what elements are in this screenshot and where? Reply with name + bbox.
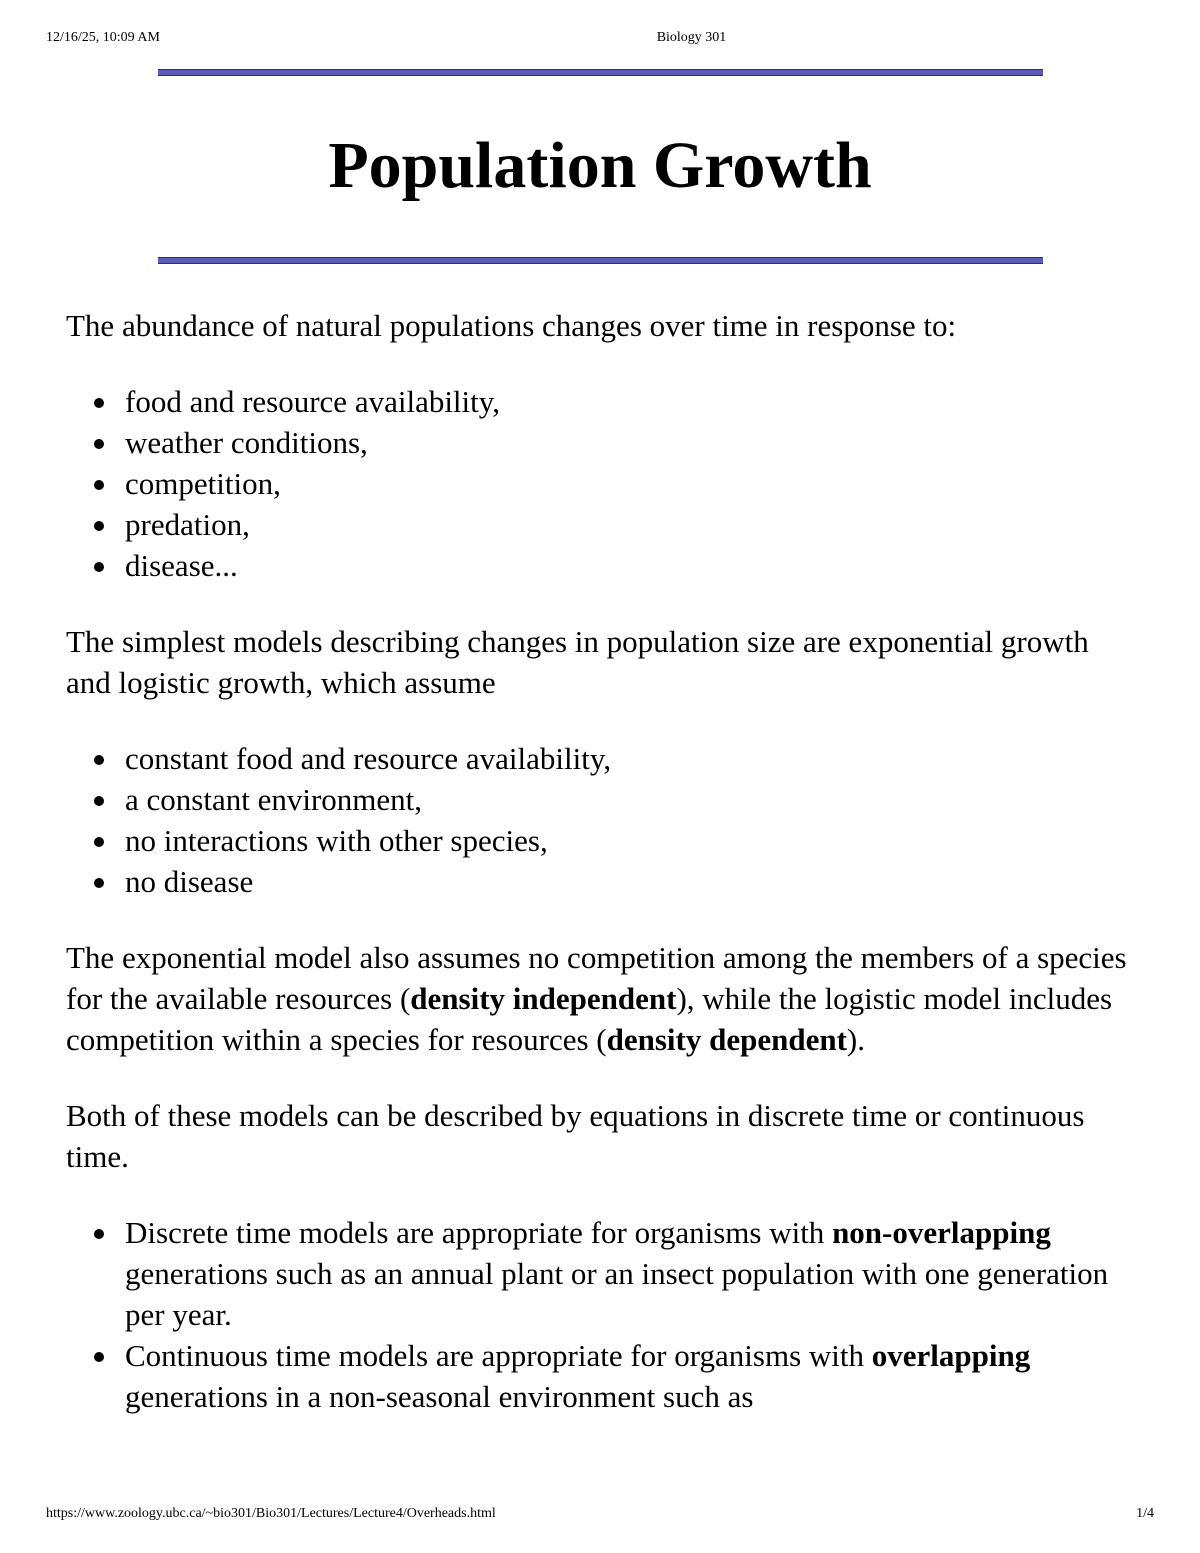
list-item: predation, <box>125 504 1136 545</box>
list-item: constant food and resource availability, <box>125 738 1136 779</box>
print-header-datetime: 12/16/25, 10:09 AM <box>46 30 160 45</box>
intro-paragraph: The abundance of natural populations changes over time in response to: <box>66 308 957 343</box>
top-horizontal-rule <box>158 69 1043 76</box>
list-item-discrete <box>125 1212 1136 1335</box>
list-item: a constant environment, <box>125 779 1136 820</box>
lecture-content <box>66 305 1136 1417</box>
both-models-paragraph: Both of these models can be described by equations in discrete time or continuous time. <box>66 1098 1085 1174</box>
list-item: competition, <box>125 463 1136 504</box>
continuous-text-1: Continuous time models are appropriate for organisms with <box>125 1338 872 1373</box>
discrete-text-2: generations such as an annual plant or an insect population with one generation per year. <box>125 1256 1109 1332</box>
list-item: weather conditions, <box>125 422 1136 463</box>
exponential-text-2: ), while the logistic model includes competition within a species for resources ( <box>66 981 1113 1057</box>
exponential-text-1: The exponential model also assumes no competition among the members of a species for the available resources ( <box>66 940 1127 1016</box>
list-item: no disease <box>125 861 1136 902</box>
assumptions-list <box>66 738 1136 902</box>
print-footer-url: https://www.zoology.ubc.ca/~bio301/Bio301/Lectures/Lecture4/Overheads.html <box>46 1506 496 1521</box>
bottom-horizontal-rule <box>158 257 1043 264</box>
factors-list <box>66 381 1136 586</box>
discrete-text-1: Discrete time models are appropriate for organisms with <box>125 1215 833 1250</box>
exponential-paragraph <box>66 937 1136 1060</box>
list-item-continuous <box>125 1335 1136 1417</box>
list-item: no interactions with other species, <box>125 820 1136 861</box>
continuous-text-2: generations in a non-seasonal environment such as <box>125 1379 754 1414</box>
time-models-list <box>66 1212 1136 1417</box>
list-item: disease... <box>125 545 1136 586</box>
density-dependent-term: density dependent <box>606 1022 847 1057</box>
page-title: Population Growth <box>328 129 872 202</box>
non-overlapping-term: non-overlapping <box>832 1215 1051 1250</box>
print-footer-page-number: 1/4 <box>1136 1506 1154 1521</box>
print-header-title: Biology 301 <box>656 30 727 45</box>
overlapping-term: overlapping <box>871 1338 1031 1373</box>
list-item: food and resource availability, <box>125 381 1136 422</box>
density-independent-term: density independent <box>410 981 677 1016</box>
exponential-text-3: ). <box>846 1022 865 1057</box>
models-intro-paragraph: The simplest models describing changes in population size are exponential growth and logistic growth, which assume <box>66 624 1089 700</box>
